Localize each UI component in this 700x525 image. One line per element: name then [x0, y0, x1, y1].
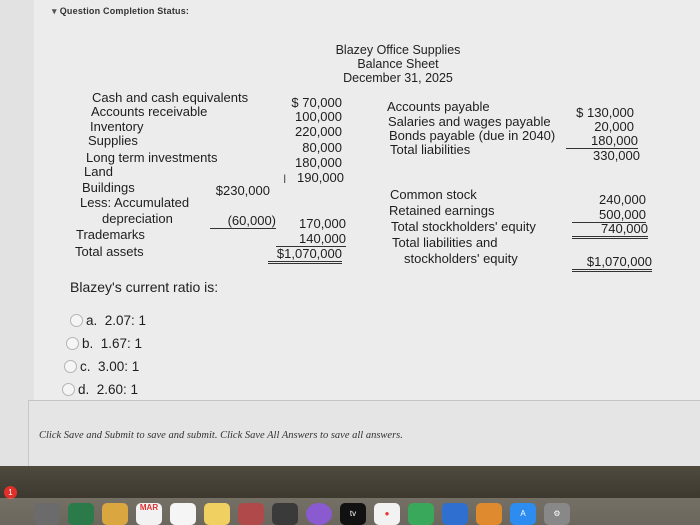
- equity-label: Total liabilities and: [392, 235, 498, 250]
- news-icon[interactable]: ●: [374, 503, 400, 525]
- total-assets-amount: $1,070,000: [268, 247, 342, 264]
- asset-amount: 100,000: [295, 109, 342, 124]
- equity-label: Retained earnings: [389, 203, 495, 218]
- asset-label: Inventory: [90, 119, 144, 134]
- total-liabilities-amount: 330,000: [593, 148, 640, 163]
- keynote-icon[interactable]: [442, 503, 468, 525]
- equity-amount: 500,000: [572, 208, 646, 223]
- accumulated-depreciation: (60,000): [210, 214, 276, 229]
- asset-label: depreciation: [102, 211, 173, 226]
- asset-label: Less: Accumulated: [80, 195, 190, 210]
- question-status: ▾ Question Completion Status:: [52, 6, 190, 16]
- statement-title: Balance Sheet: [357, 57, 439, 71]
- liability-amount: $ 130,000: [576, 105, 634, 120]
- asset-amount: 170,000: [299, 216, 346, 231]
- photos-icon[interactable]: [68, 503, 94, 525]
- equity-label: Common stock: [390, 187, 477, 202]
- asset-label: Land: [84, 164, 113, 179]
- asset-amount: 190,000: [297, 170, 344, 185]
- liability-label: Salaries and wages payable: [388, 114, 551, 129]
- reminders-icon[interactable]: [170, 503, 196, 525]
- settings-icon[interactable]: ⚙: [544, 503, 570, 525]
- asset-amount: 80,000: [302, 140, 342, 155]
- app-icon[interactable]: [272, 503, 298, 525]
- radio-button[interactable]: [64, 360, 77, 373]
- asset-amount: 220,000: [295, 124, 342, 139]
- pages-icon[interactable]: [476, 503, 502, 525]
- asset-label: Total assets: [75, 244, 144, 259]
- liability-amount: 20,000: [594, 119, 634, 134]
- asset-label: Cash and cash equivalents: [92, 90, 249, 105]
- asset-label: Accounts receivable: [91, 104, 208, 119]
- text-cursor-icon: I: [283, 172, 287, 186]
- notification-badge: 1: [4, 486, 17, 499]
- equity-label: Total stockholders' equity: [391, 219, 536, 234]
- required-star-icon: ▾: [52, 6, 57, 16]
- radio-button[interactable]: [70, 314, 83, 327]
- total-liabilities-equity-amount: $1,070,000: [572, 255, 652, 272]
- asset-amount: $ 70,000: [291, 95, 342, 110]
- app-store-icon[interactable]: A: [510, 503, 536, 525]
- numbers-icon[interactable]: [408, 503, 434, 525]
- option-c[interactable]: c. 3.00: 1: [64, 359, 139, 374]
- option-b[interactable]: b. 1.67: 1: [66, 336, 142, 351]
- notes-icon[interactable]: [204, 503, 230, 525]
- company-name: Blazey Office Supplies: [335, 43, 461, 57]
- equity-amount: 240,000: [599, 192, 646, 207]
- statement-date: December 31, 2025: [343, 71, 453, 85]
- buildings-cost: $230,000: [215, 183, 270, 198]
- dock: [0, 498, 700, 525]
- radio-button[interactable]: [66, 337, 79, 350]
- apple-tv-icon[interactable]: tv: [340, 503, 366, 525]
- asset-label: Buildings: [82, 180, 135, 195]
- equity-label: stockholders' equity: [404, 251, 518, 266]
- equity-amount: 740,000: [572, 222, 648, 239]
- app-icon[interactable]: [34, 503, 60, 525]
- submit-footer: [28, 400, 700, 466]
- calendar-icon[interactable]: MAR: [136, 503, 162, 525]
- liability-label: Bonds payable (due in 2040): [389, 128, 556, 143]
- music-icon[interactable]: [238, 503, 264, 525]
- option-d[interactable]: d. 2.60: 1: [62, 382, 138, 397]
- asset-label: Long term investments: [86, 150, 218, 165]
- podcasts-icon[interactable]: [306, 503, 332, 525]
- question-text: Blazey's current ratio is:: [70, 279, 219, 295]
- asset-amount: 140,000: [276, 232, 346, 247]
- statement-header: [300, 43, 496, 85]
- app-icon[interactable]: [102, 503, 128, 525]
- option-a[interactable]: a. 2.07: 1: [70, 313, 146, 328]
- radio-button[interactable]: [62, 383, 75, 396]
- asset-label: Trademarks: [76, 227, 145, 242]
- liability-amount: 180,000: [566, 134, 638, 149]
- liability-label: Accounts payable: [387, 99, 490, 114]
- asset-label: Supplies: [88, 133, 138, 148]
- asset-amount: 180,000: [295, 155, 342, 170]
- footer-instruction: Click Save and Submit to save and submit. Click Save All Answers to save all answers.: [39, 430, 403, 441]
- liability-label: Total liabilities: [390, 142, 471, 157]
